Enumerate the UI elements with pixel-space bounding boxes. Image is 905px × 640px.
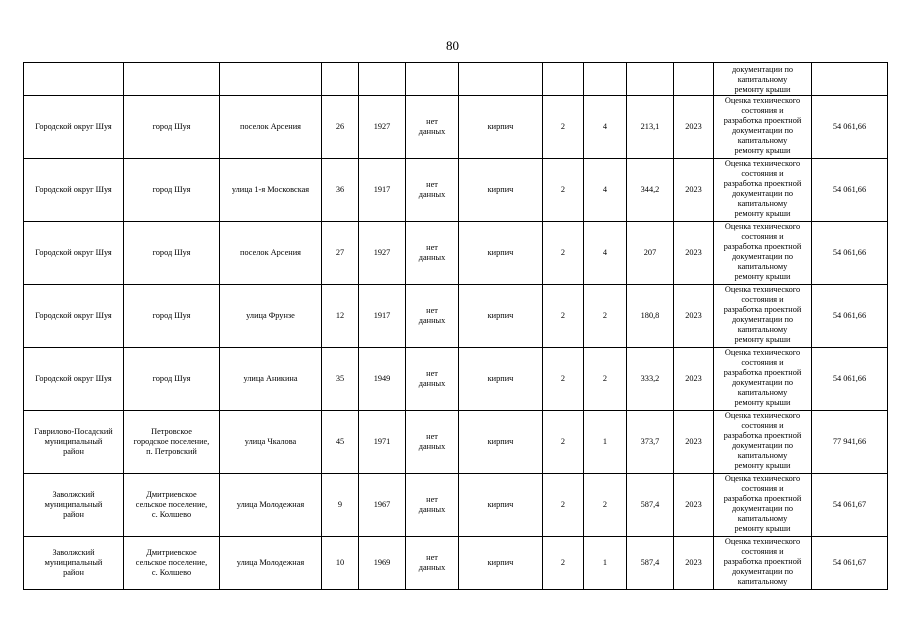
- cell-floors: 2: [543, 285, 584, 348]
- cell-work-type: Оценка технического состояния и разработка проектной документации по капитальному ремонту крыши: [714, 348, 812, 411]
- cell-work-type: Оценка технического состояния и разработка проектной документации по капитальному ремонту крыши: [714, 96, 812, 159]
- cell-work-type: Оценка технического состояния и разработка проектной документации по капитальному: [714, 537, 812, 590]
- cell-plan-year: 2023: [674, 96, 714, 159]
- cell-plan-year: 2023: [674, 159, 714, 222]
- cell-municipality: Городской округ Шуя: [24, 159, 124, 222]
- cell-material: кирпич: [459, 348, 543, 411]
- cell-floors: [543, 63, 584, 96]
- cell-house: 35: [322, 348, 359, 411]
- cell-entrances: 4: [584, 96, 627, 159]
- cell-year: 1971: [359, 411, 406, 474]
- cell-plan-year: 2023: [674, 222, 714, 285]
- cell-plan-year: 2023: [674, 537, 714, 590]
- cell-floors: 2: [543, 537, 584, 590]
- cell-settlement: Дмитриевское сельское поселение, с. Колшево: [124, 474, 220, 537]
- cell-area: 587,4: [627, 537, 674, 590]
- cell-data-status: нет данных: [406, 348, 459, 411]
- cell-settlement: Петровское городское поселение, п. Петровский: [124, 411, 220, 474]
- cell-entrances: 4: [584, 222, 627, 285]
- cell-cost: [812, 63, 888, 96]
- cell-material: кирпич: [459, 285, 543, 348]
- cell-plan-year: 2023: [674, 411, 714, 474]
- cell-material: [459, 63, 543, 96]
- table-row: [24, 411, 888, 474]
- cell-entrances: 1: [584, 411, 627, 474]
- cell-area: 333,2: [627, 348, 674, 411]
- cell-street: [220, 63, 322, 96]
- cell-work-type: Оценка технического состояния и разработка проектной документации по капитальному ремонту крыши: [714, 159, 812, 222]
- table-row: [24, 96, 888, 159]
- cell-data-status: [406, 63, 459, 96]
- cell-material: кирпич: [459, 96, 543, 159]
- cell-data-status: нет данных: [406, 96, 459, 159]
- cell-house: 45: [322, 411, 359, 474]
- cell-material: кирпич: [459, 411, 543, 474]
- cell-data-status: нет данных: [406, 285, 459, 348]
- cell-data-status: нет данных: [406, 537, 459, 590]
- cell-street: улица 1-я Московская: [220, 159, 322, 222]
- cell-work-type: Оценка технического состояния и разработка проектной документации по капитальному ремонту крыши: [714, 474, 812, 537]
- cell-floors: 2: [543, 474, 584, 537]
- cell-data-status: нет данных: [406, 159, 459, 222]
- cell-house: [322, 63, 359, 96]
- cell-work-type: Оценка технического состояния и разработка проектной документации по капитальному ремонту крыши: [714, 411, 812, 474]
- cell-settlement: город Шуя: [124, 348, 220, 411]
- cell-municipality: [24, 63, 124, 96]
- cell-plan-year: 2023: [674, 348, 714, 411]
- cell-house: 27: [322, 222, 359, 285]
- cell-floors: 2: [543, 411, 584, 474]
- cell-material: кирпич: [459, 537, 543, 590]
- cell-cost: 54 061,66: [812, 159, 888, 222]
- cell-cost: 54 061,67: [812, 474, 888, 537]
- cell-house: 12: [322, 285, 359, 348]
- cell-settlement: город Шуя: [124, 285, 220, 348]
- cell-street: улица Чкалова: [220, 411, 322, 474]
- cell-area: 373,7: [627, 411, 674, 474]
- cell-floors: 2: [543, 222, 584, 285]
- cell-cost: 54 061,66: [812, 96, 888, 159]
- cell-area: [627, 63, 674, 96]
- cell-year: 1949: [359, 348, 406, 411]
- cell-data-status: нет данных: [406, 222, 459, 285]
- table-row: [24, 285, 888, 348]
- cell-cost: 54 061,66: [812, 222, 888, 285]
- cell-area: 587,4: [627, 474, 674, 537]
- cell-street: поселок Арсения: [220, 222, 322, 285]
- cell-entrances: 1: [584, 537, 627, 590]
- table-row: [24, 222, 888, 285]
- cell-entrances: 2: [584, 474, 627, 537]
- cell-plan-year: [674, 63, 714, 96]
- cell-street: улица Аникина: [220, 348, 322, 411]
- cell-settlement: город Шуя: [124, 96, 220, 159]
- table-row: [24, 348, 888, 411]
- cell-house: 26: [322, 96, 359, 159]
- cell-entrances: [584, 63, 627, 96]
- cell-cost: 54 061,66: [812, 348, 888, 411]
- cell-municipality: Городской округ Шуя: [24, 222, 124, 285]
- cell-street: улица Молодежная: [220, 474, 322, 537]
- cell-area: 213,1: [627, 96, 674, 159]
- cell-settlement: Дмитриевское сельское поселение, с. Колшево: [124, 537, 220, 590]
- cell-plan-year: 2023: [674, 285, 714, 348]
- table-row: [24, 474, 888, 537]
- cell-entrances: 4: [584, 159, 627, 222]
- cell-cost: 54 061,67: [812, 537, 888, 590]
- cell-work-type: Оценка технического состояния и разработка проектной документации по капитальному ремонту крыши: [714, 285, 812, 348]
- cell-work-type: документации по капитальному ремонту крыши: [714, 63, 812, 96]
- cell-cost: 77 941,66: [812, 411, 888, 474]
- cell-year: 1917: [359, 159, 406, 222]
- cell-cost: 54 061,66: [812, 285, 888, 348]
- cell-house: 10: [322, 537, 359, 590]
- cell-area: 207: [627, 222, 674, 285]
- cell-entrances: 2: [584, 285, 627, 348]
- cell-municipality: Городской округ Шуя: [24, 285, 124, 348]
- cell-street: улица Молодежная: [220, 537, 322, 590]
- cell-year: 1927: [359, 96, 406, 159]
- cell-municipality: Заволжский муниципальный район: [24, 537, 124, 590]
- cell-settlement: [124, 63, 220, 96]
- cell-municipality: Гаврилово-Посадский муниципальный район: [24, 411, 124, 474]
- cell-work-type: Оценка технического состояния и разработка проектной документации по капитальному ремонту крыши: [714, 222, 812, 285]
- table-row: [24, 537, 888, 590]
- table-row: [24, 159, 888, 222]
- cell-floors: 2: [543, 159, 584, 222]
- cell-plan-year: 2023: [674, 474, 714, 537]
- cell-house: 9: [322, 474, 359, 537]
- cell-material: кирпич: [459, 474, 543, 537]
- cell-year: [359, 63, 406, 96]
- cell-street: улица Фрунзе: [220, 285, 322, 348]
- cell-house: 36: [322, 159, 359, 222]
- cell-settlement: город Шуя: [124, 222, 220, 285]
- cell-area: 180,8: [627, 285, 674, 348]
- cell-area: 344,2: [627, 159, 674, 222]
- cell-data-status: нет данных: [406, 411, 459, 474]
- cell-floors: 2: [543, 96, 584, 159]
- cell-year: 1967: [359, 474, 406, 537]
- cell-floors: 2: [543, 348, 584, 411]
- table-row-continued: [24, 63, 888, 96]
- cell-settlement: город Шуя: [124, 159, 220, 222]
- cell-year: 1927: [359, 222, 406, 285]
- repair-registry-table: [23, 62, 888, 590]
- cell-municipality: Заволжский муниципальный район: [24, 474, 124, 537]
- cell-material: кирпич: [459, 222, 543, 285]
- cell-street: поселок Арсения: [220, 96, 322, 159]
- cell-municipality: Городской округ Шуя: [24, 348, 124, 411]
- cell-entrances: 2: [584, 348, 627, 411]
- cell-year: 1917: [359, 285, 406, 348]
- page-number: 80: [446, 38, 459, 53]
- cell-municipality: Городской округ Шуя: [24, 96, 124, 159]
- cell-year: 1969: [359, 537, 406, 590]
- cell-data-status: нет данных: [406, 474, 459, 537]
- cell-material: кирпич: [459, 159, 543, 222]
